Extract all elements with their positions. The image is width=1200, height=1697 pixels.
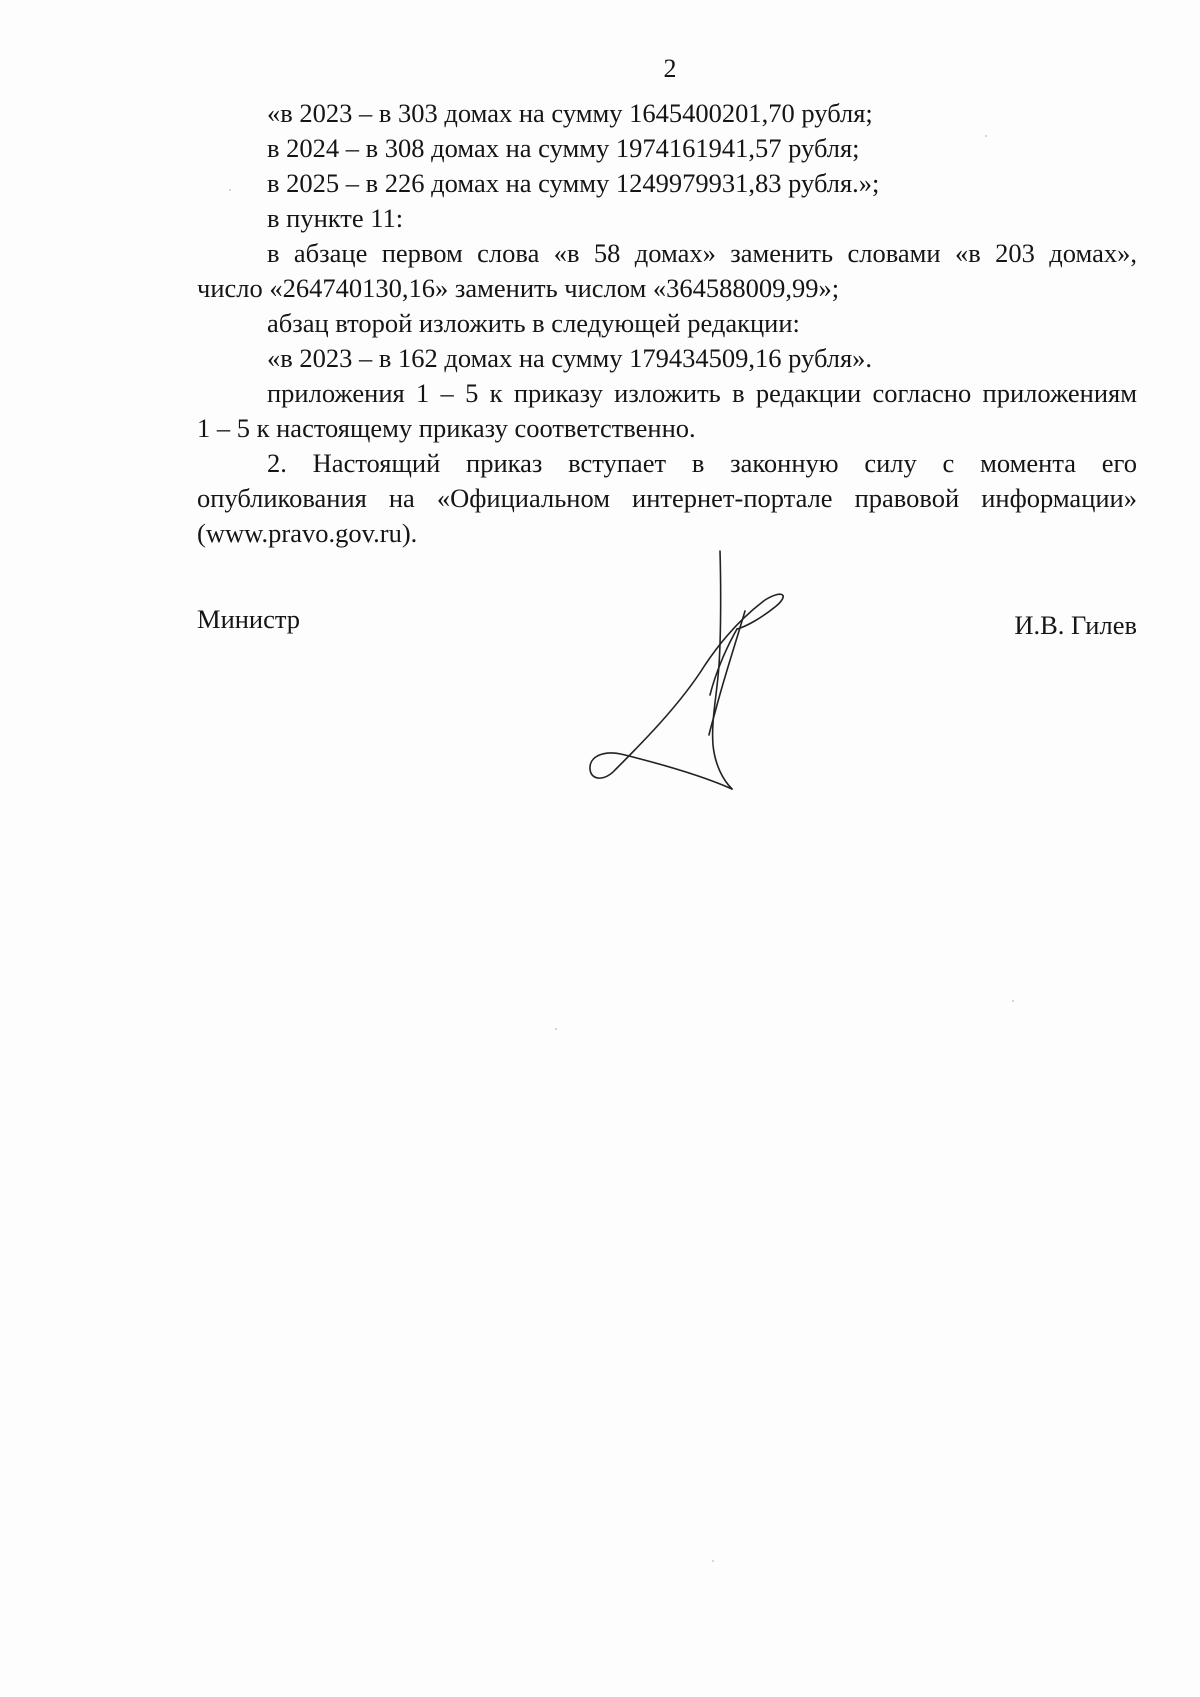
text-line-13: (www.pravo.gov.ru). xyxy=(197,518,418,548)
text-line-3: в 2025 – в 226 домах на сумму 1249979931,83 рубля.»; xyxy=(267,168,880,198)
text-line-8: «в 2023 – в 162 домах на сумму 179434509,16 рубля». xyxy=(267,343,873,373)
signatory-name: И.В. Гилев xyxy=(1014,610,1137,640)
text-line-10: 1 – 5 к настоящему приказу соответственно. xyxy=(197,413,696,443)
text-line-5: в абзаце первом слова «в 58 домах» заменить словами «в 203 домах», xyxy=(267,238,1137,268)
text-line-4: в пункте 11: xyxy=(267,203,404,233)
text-line-7: абзац второй изложить в следующей редакции: xyxy=(267,308,800,338)
handwritten-signature xyxy=(585,545,785,795)
text-line-11: 2. Настоящий приказ вступает в законную силу с момента его xyxy=(267,448,1137,478)
page-number: 2 xyxy=(663,54,677,83)
text-line-2: в 2024 – в 308 домах на сумму 1974161941,57 рубля; xyxy=(267,133,860,163)
text-line-1: «в 2023 – в 303 домах на сумму 1645400201,70 рубля; xyxy=(267,98,873,128)
text-line-6: число «264740130,16» заменить числом «364588009,99»; xyxy=(197,273,840,303)
text-line-9: приложения 1 – 5 к приказу изложить в редакции согласно приложениям xyxy=(267,378,1137,408)
text-line-12: опубликования на «Официальном интернет-портале правовой информации» xyxy=(197,483,1137,513)
signatory-position: Министр xyxy=(197,604,301,634)
